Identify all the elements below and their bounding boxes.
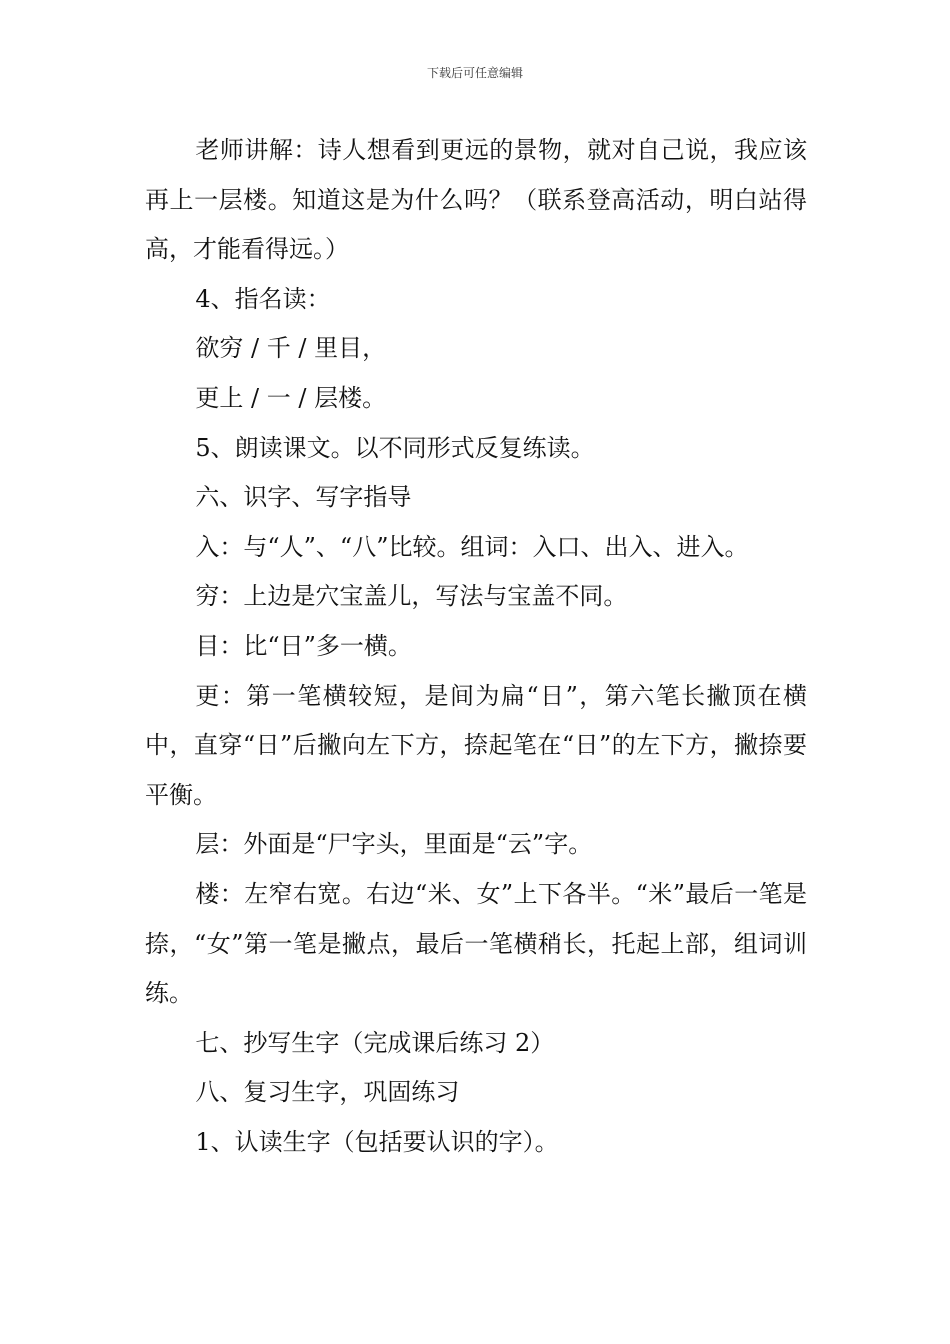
paragraph-char-geng: 更：第一笔横较短，是间为扁“日”，第六笔长撇顶在横中，直穿“日”后撇向左下方，捺起笔在“日”的左下方，撇捺要平衡。 xyxy=(145,681,807,809)
paragraph-review-item-1: 1、认读生字（包括要认识的字）。 xyxy=(195,1127,559,1156)
document-body xyxy=(145,126,807,1167)
section-heading-six: 六、识字、写字指导 xyxy=(195,483,412,512)
section-heading-eight: 八、复习生字，巩固练习 xyxy=(195,1078,460,1107)
paragraph-char-ru: 入：与“人”、“八”比较。组词：入口、出入、进入。 xyxy=(195,532,749,561)
paragraph-teacher-explanation: 老师讲解：诗人想看到更远的景物，就对自己说，我应该再上一层楼。知道这是为什么吗？（联系登高活动，明白站得高，才能看得远。） xyxy=(145,136,807,264)
paragraph-char-ceng: 层：外面是“尸字头，里面是“云”字。 xyxy=(195,830,593,859)
paragraph-poem-line-1: 欲穷 / 千 / 里目， xyxy=(195,334,387,363)
paragraph-recite-text: 5、朗读课文。以不同形式反复练读。 xyxy=(195,433,595,462)
paragraph-char-mu: 目：比“日”多一横。 xyxy=(195,631,412,660)
section-heading-seven: 七、抄写生字（完成课后练习 2） xyxy=(195,1028,555,1057)
page-header: 下载后可任意编辑 xyxy=(426,66,523,80)
paragraph-char-qiong: 穷：上边是穴宝盖儿，写法与宝盖不同。 xyxy=(195,582,628,611)
paragraph-char-lou: 楼：左窄右宽。右边“米、女”上下各半。“米”最后一笔是捺，“女”第一笔是撇点，最后一笔横稍长，托起上部，组词训练。 xyxy=(145,879,807,1008)
paragraph-read-aloud-heading: 4、指名读： xyxy=(195,284,331,313)
paragraph-poem-line-2: 更上 / 一 / 层楼。 xyxy=(195,383,387,412)
